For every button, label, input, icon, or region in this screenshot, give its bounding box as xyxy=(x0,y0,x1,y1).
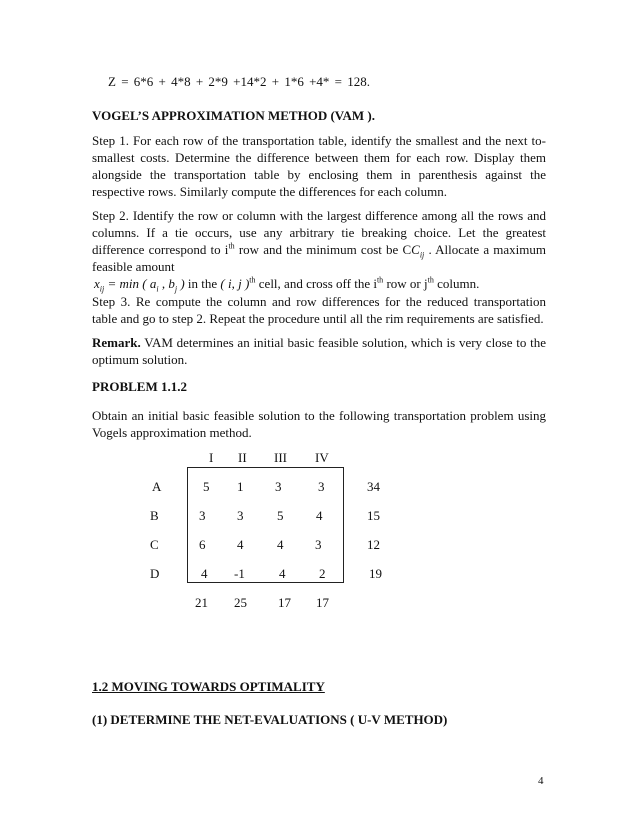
remark-paragraph: Remark. VAM determines an initial basic feasible solution, which is very close to the optimum solution. xyxy=(92,335,546,367)
step-1-paragraph: Step 1. For each row of the transportation table, identify the smallest and the next to-smallest costs. Determine the difference between them for each row. Display them alongside the transportation table by enclosing them in parenthesis against the respective rows. Similarly compute the differences for each column. xyxy=(92,133,546,199)
demand-cell: 21 xyxy=(195,595,208,610)
cost-cell: 5 xyxy=(203,479,210,494)
cost-cell: 1 xyxy=(237,479,244,494)
row-label: D xyxy=(150,566,160,581)
cost-cell: 2 xyxy=(319,566,326,581)
demand-cell: 25 xyxy=(234,595,247,610)
demand-cell: 17 xyxy=(316,595,329,610)
subsection-heading: (1) DETERMINE THE NET-EVALUATIONS ( U-V METHOD) xyxy=(92,712,448,727)
page-number: 4 xyxy=(538,775,544,787)
column-header: II xyxy=(238,450,247,465)
cost-cell: 4 xyxy=(277,537,284,552)
row-label: C xyxy=(150,537,159,552)
cost-cell: 5 xyxy=(277,508,284,523)
cost-cell: 3 xyxy=(315,537,322,552)
supply-cell: 15 xyxy=(367,508,380,523)
column-header: I xyxy=(209,450,214,465)
problem-statement: Obtain an initial basic feasible solution to the following transportation problem using Vogels approximation method. xyxy=(92,408,546,440)
supply-cell: 19 xyxy=(369,566,382,581)
cost-cell: 3 xyxy=(275,479,282,494)
column-header: III xyxy=(274,450,287,465)
demand-cell: 17 xyxy=(278,595,291,610)
row-label: B xyxy=(150,508,159,523)
vam-heading: VOGEL’S APPROXIMATION METHOD (VAM ). xyxy=(92,108,375,123)
cost-cell: 4 xyxy=(316,508,323,523)
cost-cell: 4 xyxy=(237,537,244,552)
row-label: A xyxy=(152,479,162,494)
column-header: IV xyxy=(315,450,329,465)
cost-cell: -1 xyxy=(234,566,245,581)
step-2-paragraph: Step 2. Identify the row or column with the largest difference among all the rows and columns. If a tie occurs, use any arbitrary tie breaking choice. Let the greatest difference correspond to $i^{th}$ row and the minimum cost be $CC_{ij}$ . Allocate a maximum feasible amount $x_{ij} = \min$ ( $a_i$ , $b_j$ ) in the ( i, j )$^{th}$ cell, and cross off the $i^{th}$ row or $j^{th}$ column. xyxy=(92,208,547,294)
step-3-paragraph: Step 3. Re compute the column and row differences for the reduced transportation table and go to step 2. Repeat the procedure until all the rim requirements are satisfied. xyxy=(92,294,546,326)
cost-cell: 4 xyxy=(201,566,208,581)
supply-cell: 12 xyxy=(367,537,380,552)
cost-cell: 3 xyxy=(237,508,244,523)
objective-formula: Z = 6*6 + 4*8 + 2*9 +14*2 + 1*6 +4* = 128. xyxy=(108,74,371,89)
section-heading: 1.2 MOVING TOWARDS OPTIMALITY xyxy=(92,679,325,694)
cost-cell: 3 xyxy=(318,479,325,494)
problem-heading: PROBLEM 1.1.2 xyxy=(92,379,187,394)
cost-cell: 4 xyxy=(279,566,286,581)
cost-cell: 6 xyxy=(199,537,206,552)
cost-cell: 3 xyxy=(199,508,206,523)
supply-cell: 34 xyxy=(367,479,380,494)
